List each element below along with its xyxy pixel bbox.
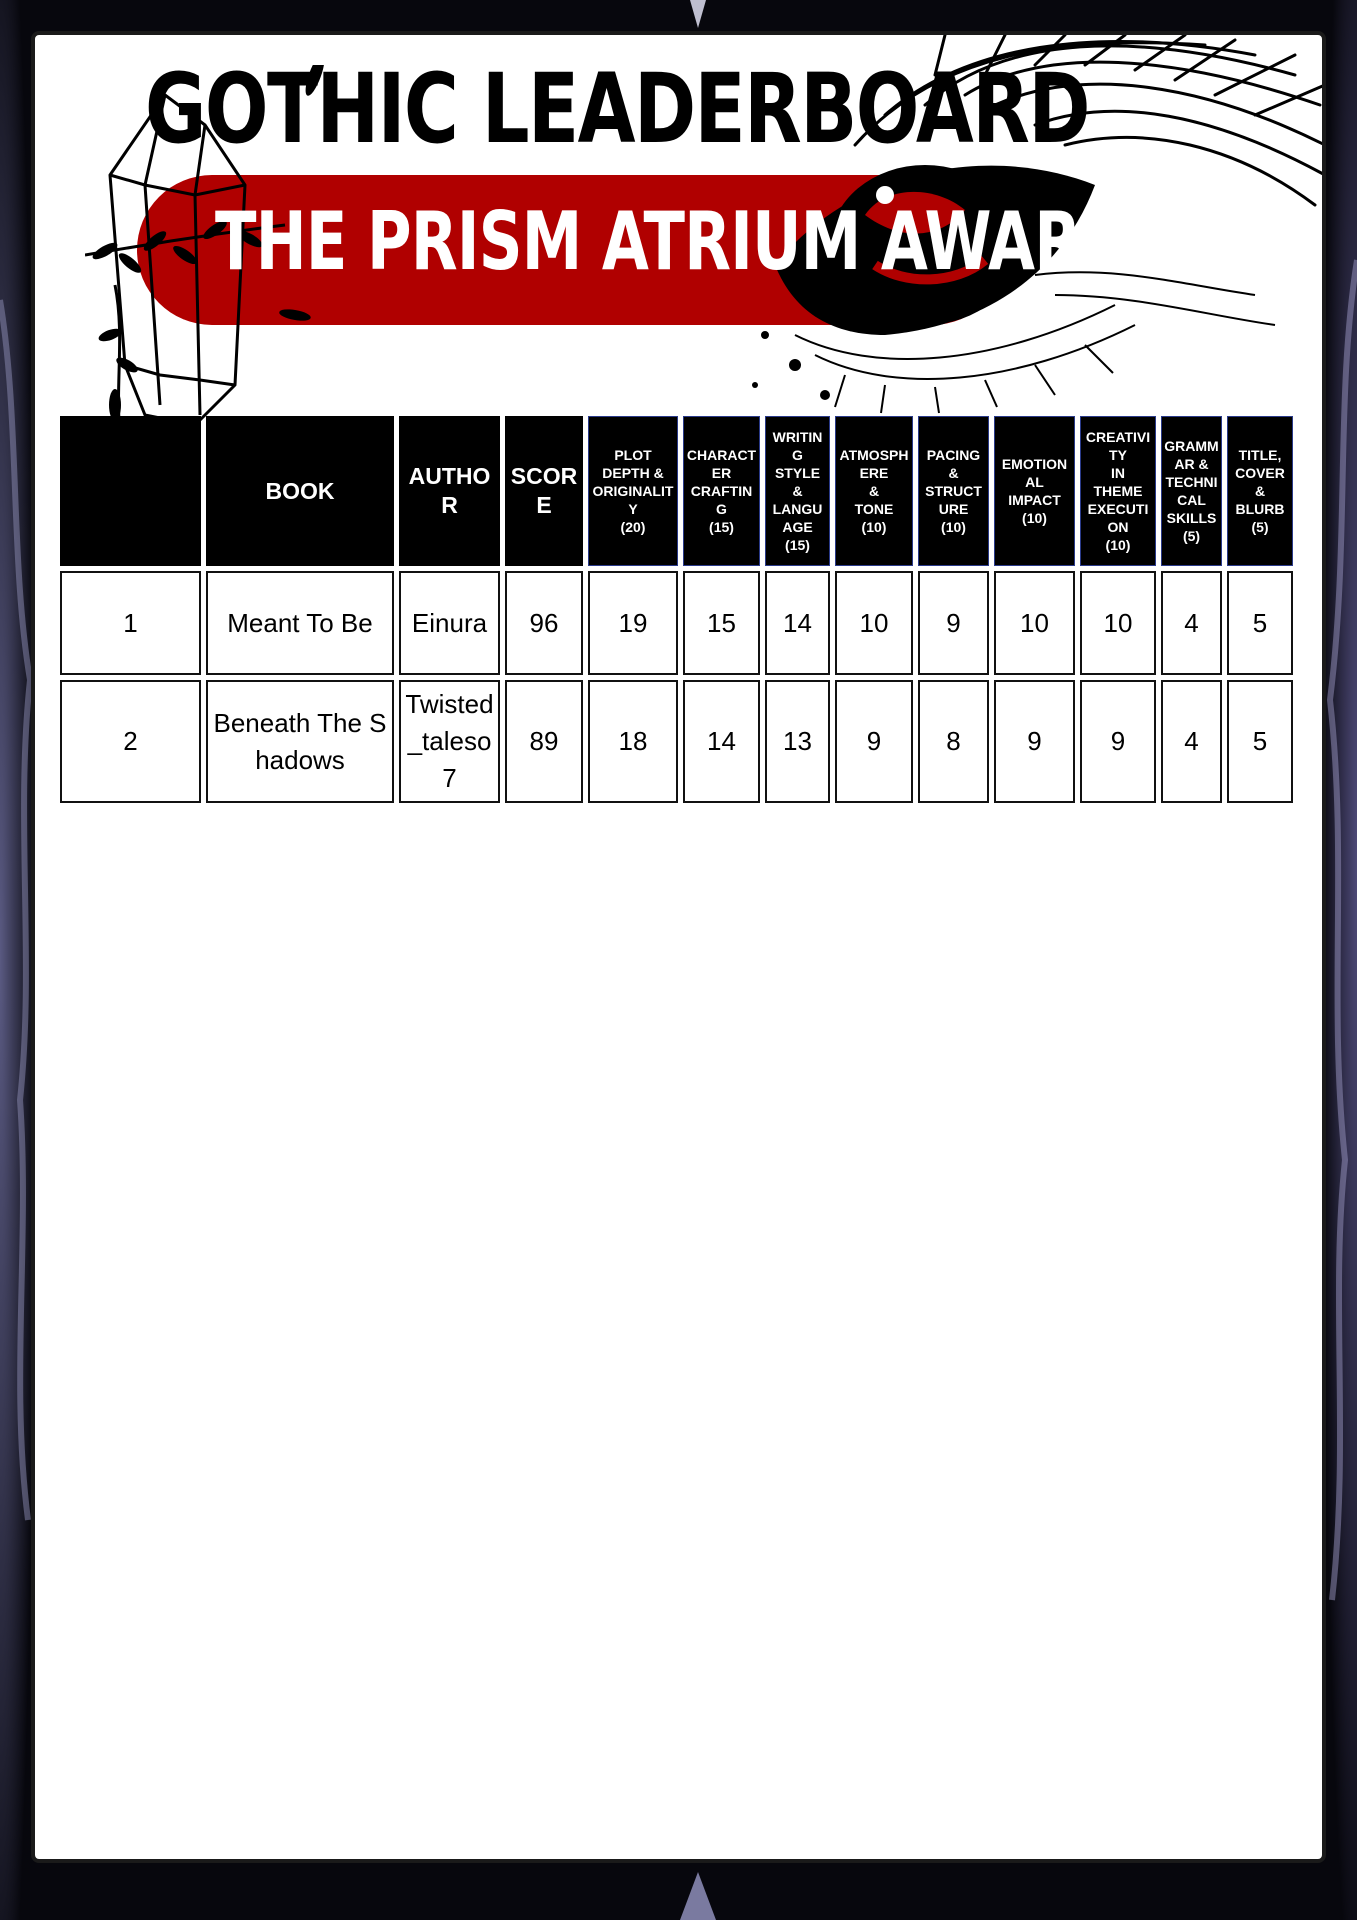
table-header-row <box>60 416 1293 566</box>
column-header-plot: PLOT DEPTH & ORIGINALITY (20) <box>588 416 678 566</box>
cell-emotional: 9 <box>994 680 1075 803</box>
column-header-emotional: EMOTIONAL IMPACT (10) <box>994 416 1075 566</box>
column-header-creativity: CREATIVITY IN THEME EXECUTION (10) <box>1080 416 1156 566</box>
column-header-book: BOOK <box>206 416 394 566</box>
cell-pacing: 8 <box>918 680 989 803</box>
column-header-score: SCORE <box>505 416 583 566</box>
award-title: THE PRISM ATRIUM AWARD <box>215 195 1131 288</box>
cell-rank: 1 <box>60 571 201 675</box>
cell-book: Beneath The Shadows <box>206 680 394 803</box>
cell-atmosphere: 9 <box>835 680 913 803</box>
cell-writing: 13 <box>765 680 830 803</box>
leaderboard-table <box>55 411 1298 808</box>
cell-author: Twisted_taleso7 <box>399 680 500 803</box>
cell-score: 89 <box>505 680 583 803</box>
cell-score: 96 <box>505 571 583 675</box>
cell-grammar: 4 <box>1161 571 1222 675</box>
column-header-title: TITLE, COVER & BLURB (5) <box>1227 416 1293 566</box>
table-row <box>60 680 1293 803</box>
cell-creativity: 10 <box>1080 571 1156 675</box>
cell-character: 14 <box>683 680 760 803</box>
leaderboard-page <box>31 31 1326 1863</box>
cell-creativity: 9 <box>1080 680 1156 803</box>
cell-atmosphere: 10 <box>835 571 913 675</box>
cell-plot: 18 <box>588 680 678 803</box>
column-header-writing: WRITING STYLE & LANGUAGE (15) <box>765 416 830 566</box>
column-header-character: CHARACTER CRAFTING (15) <box>683 416 760 566</box>
column-header-author: AUTHOR <box>399 416 500 566</box>
column-header-grammar: GRAMMAR & TECHNICAL SKILLS (5) <box>1161 416 1222 566</box>
cell-title: 5 <box>1227 680 1293 803</box>
cell-emotional: 10 <box>994 571 1075 675</box>
table-row <box>60 571 1293 675</box>
cell-author: Einura <box>399 571 500 675</box>
cell-book: Meant To Be <box>206 571 394 675</box>
cell-pacing: 9 <box>918 571 989 675</box>
cell-grammar: 4 <box>1161 680 1222 803</box>
column-header-pacing: PACING & STRUCTURE (10) <box>918 416 989 566</box>
cell-rank: 2 <box>60 680 201 803</box>
leaderboard-title: GOTHIC LEADERBOARD <box>145 53 1089 165</box>
column-header-atmosphere: ATMOSPHERE & TONE (10) <box>835 416 913 566</box>
cell-writing: 14 <box>765 571 830 675</box>
cell-plot: 19 <box>588 571 678 675</box>
column-header-rank <box>60 416 201 566</box>
cell-title: 5 <box>1227 571 1293 675</box>
cell-character: 15 <box>683 571 760 675</box>
